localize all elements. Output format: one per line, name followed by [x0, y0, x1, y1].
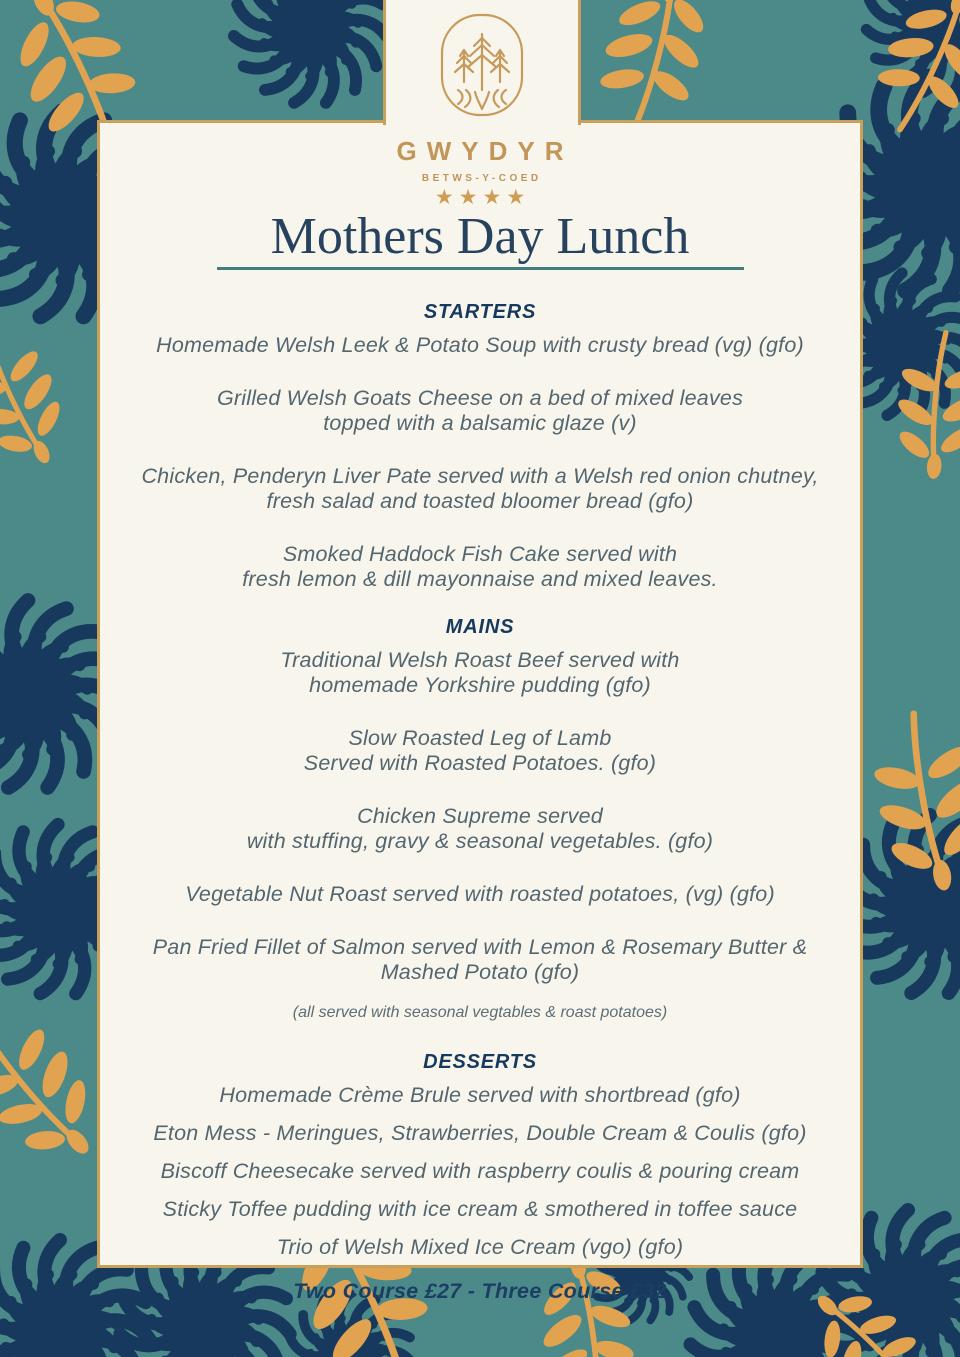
menu-item-line: Chicken, Penderyn Liver Pate served with a Welsh red onion chutney, — [141, 464, 819, 488]
menu-item-line: fresh salad and toasted bloomer bread (gfo) — [266, 489, 694, 513]
title-underline — [217, 267, 744, 270]
menu-item — [100, 1121, 860, 1146]
brand-name: GWYDYR — [396, 136, 574, 166]
menu-item-line: Grilled Welsh Goats Cheese on a bed of mixed leaves — [216, 386, 744, 410]
brand-location: BETWS-Y-COED — [421, 173, 542, 184]
section-header-starters: STARTERS — [423, 301, 537, 323]
menu-item-line: homemade Yorkshire pudding (gfo) — [309, 673, 651, 697]
menu-item-line: Chicken Supreme served — [357, 804, 603, 828]
menu-item — [100, 1083, 860, 1108]
pricing-line: Two Course £27 - Three Course £32 — [293, 1279, 667, 1303]
menu-item — [100, 464, 860, 514]
menu-item-line: fresh lemon & dill mayonnaise and mixed leaves. — [242, 567, 718, 591]
menu-item — [100, 1197, 860, 1222]
menu-item — [100, 542, 860, 592]
menu-item-line: Eton Mess - Meringues, Strawberries, Double Cream & Coulis (gfo) — [153, 1121, 807, 1145]
menu-item-line: Pan Fried Fillet of Salmon served with Lemon & Rosemary Butter & — [152, 935, 808, 959]
menu-item — [100, 1235, 860, 1260]
menu-item-line: with stuffing, gravy & seasonal vegetables. (gfo) — [246, 829, 714, 853]
menu-item-line: Served with Roasted Potatoes. (gfo) — [303, 751, 657, 775]
menu-item — [100, 1159, 860, 1184]
menu-item — [100, 882, 860, 907]
menu-item — [100, 935, 860, 985]
menu-item-line: Trio of Welsh Mixed Ice Cream (vgo) (gfo) — [276, 1235, 684, 1259]
pine-trees-logo-icon — [439, 12, 525, 118]
menu-item-line: Traditional Welsh Roast Beef served with — [280, 648, 680, 672]
menu-item — [100, 648, 860, 698]
menu-item-line: Biscoff Cheesecake served with raspberry coulis & pouring cream — [160, 1159, 800, 1183]
chrysanthemum-motif — [233, 0, 387, 106]
menu-item — [100, 386, 860, 436]
menu-item-line: Homemade Crème Brule served with shortbread (gfo) — [219, 1083, 741, 1107]
logo-tab — [383, 0, 581, 125]
page-title: Mothers Day Lunch — [270, 208, 690, 265]
menu-item — [100, 804, 860, 854]
section-header-desserts: DESSERTS — [423, 1051, 537, 1073]
menu-item-line: Sticky Toffee pudding with ice cream & smothered in toffee sauce — [162, 1197, 798, 1221]
menu-item-line: Mashed Potato (gfo) — [380, 960, 580, 984]
menu-item-line: Homemade Welsh Leek & Potato Soup with crusty bread (vg) (gfo) — [156, 333, 804, 357]
mains-note: (all served with seasonal vegtables & roast potatoes) — [292, 1004, 668, 1021]
four-star-rating: ★★★★ — [434, 186, 531, 209]
menu-item — [100, 726, 860, 776]
menu-item-line: topped with a balsamic glaze (v) — [323, 411, 637, 435]
menu-item-line: Smoked Haddock Fish Cake served with — [282, 542, 678, 566]
section-header-mains: MAINS — [445, 616, 515, 638]
menu-item-line: Slow Roasted Leg of Lamb — [348, 726, 612, 750]
menu-card — [97, 120, 863, 1303]
menu-item — [100, 333, 860, 358]
gold-leaf-motif — [0, 319, 87, 481]
menu-item-line: Vegetable Nut Roast served with roasted potatoes, (vg) (gfo) — [185, 882, 775, 906]
